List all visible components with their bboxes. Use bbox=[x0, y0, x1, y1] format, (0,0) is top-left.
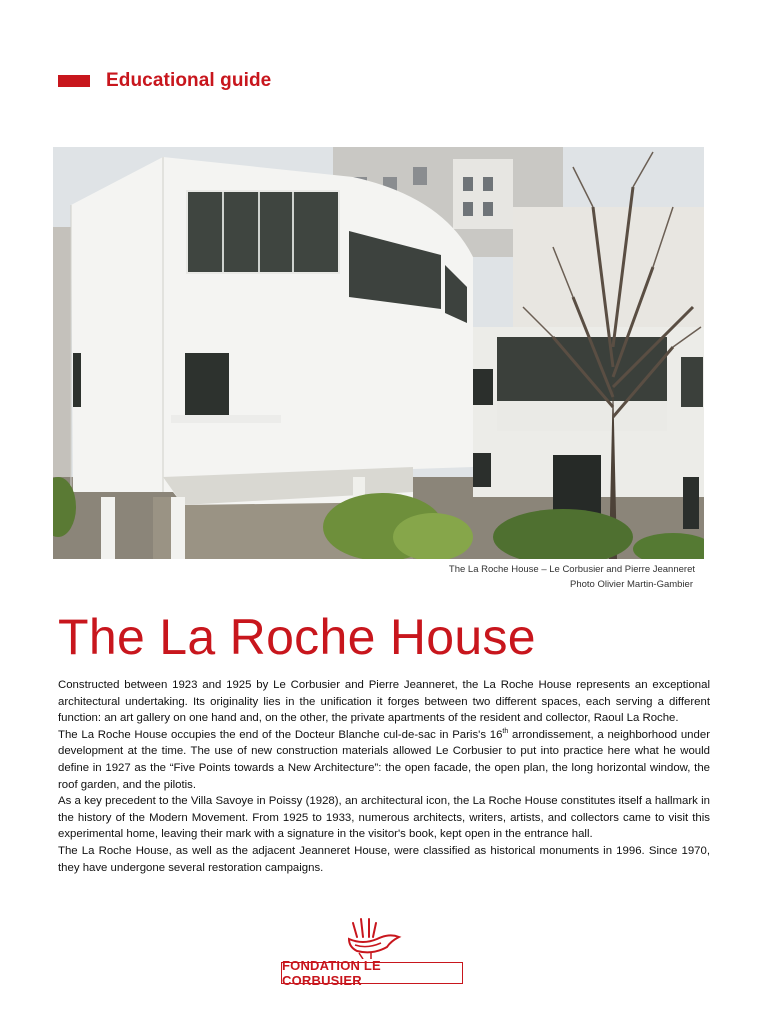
house-photo bbox=[53, 147, 704, 559]
paragraph-2-end: arrondissement, a neighborhood under development at the time. The use of new construction materials allowed Le Corbusier to put into practice here what he would define in 1927 as the “Five Points towards a New Architecture”: the open facade, the open plan, the long horizontal window, the roof garden, and the pilotis. bbox=[58, 728, 710, 791]
paragraph-4: The La Roche House, as well as the adjacent Jeanneret House, were classified as historical monuments in 1996. Since 1970, they have undergone several restoration campaigns. bbox=[58, 844, 710, 874]
caption-title: The La Roche House – Le Corbusier and Pierre Jeanneret bbox=[448, 564, 695, 575]
open-hand-icon bbox=[343, 915, 403, 959]
fondation-logo bbox=[281, 912, 465, 988]
paragraph-2 bbox=[58, 727, 710, 793]
photo-caption bbox=[449, 562, 695, 592]
photo-credit: Photo Olivier Martin-Gambier bbox=[569, 579, 693, 590]
paragraph-1: Constructed between 1923 and 1925 by Le Corbusier and Pierre Jeanneret, the La Roche House represents an exceptional architectural undertaking. Its originality lies in the unification it forges between two different spaces, each serving a different function: an art gallery on one hand and, on the other, the private apartments of the resident and collector, Raoul La Roche. bbox=[58, 679, 710, 725]
header-accent-bar bbox=[58, 75, 90, 87]
page-title: The La Roche House bbox=[58, 609, 536, 665]
body-text bbox=[58, 677, 710, 876]
section-header bbox=[58, 70, 271, 92]
paragraph-2-start: The La Roche House occupies the end of the Docteur Blanche cul-de-sac in Paris's 16 bbox=[58, 728, 503, 741]
logo-wordmark: FONDATION LE CORBUSIER bbox=[281, 962, 463, 984]
ordinal-suffix: th bbox=[502, 727, 509, 735]
section-label: Educational guide bbox=[106, 70, 272, 91]
paragraph-3: As a key precedent to the Villa Savoye in Poissy (1928), an architectural icon, the La Roche House constitutes itself a hallmark in the history of the Modern Movement. From 1925 to 1933, numerous architects, writers, artists, and collectors came to visit this experimental home, leaving their mark with a signature in the visitor's book, kept open in the entrance hall. bbox=[58, 795, 710, 841]
